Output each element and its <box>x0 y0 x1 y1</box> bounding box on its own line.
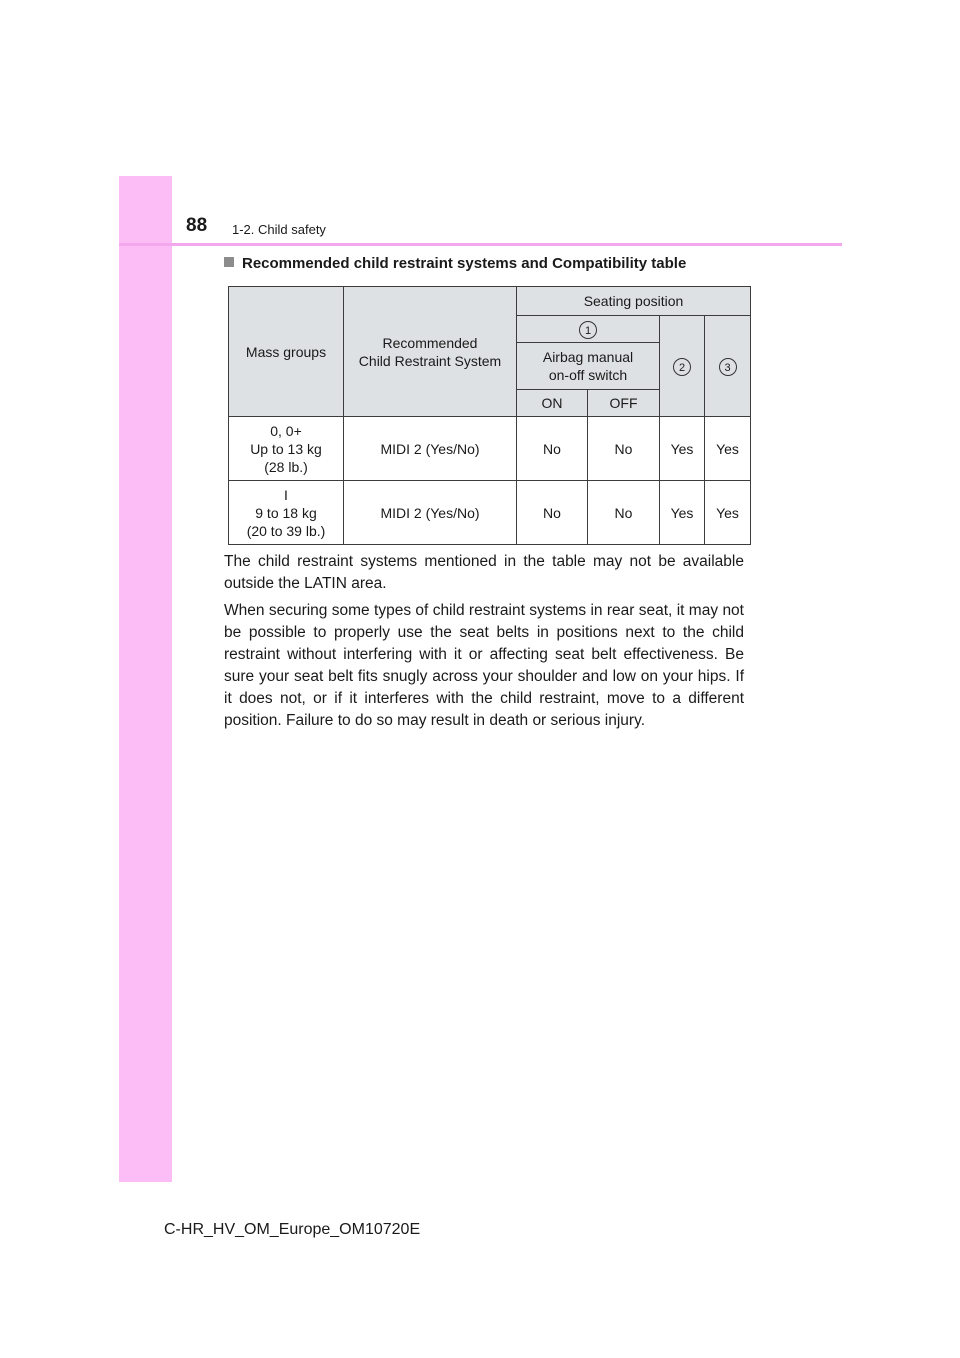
header-position-1 <box>517 316 660 343</box>
compatibility-table <box>228 286 751 545</box>
cell-off: No <box>588 481 660 545</box>
cell-position-3: Yes <box>705 417 751 481</box>
document-code: C-HR_HV_OM_Europe_OM10720E <box>164 1221 421 1238</box>
header-recommended-system: Recommended Child Restraint System <box>344 287 517 417</box>
position-1-circle-icon: 1 <box>579 321 597 339</box>
cell-off: No <box>588 417 660 481</box>
cell-mass: I 9 to 18 kg (20 to 39 lb.) <box>229 481 344 545</box>
header-off: OFF <box>588 390 660 417</box>
square-bullet-icon <box>224 257 234 267</box>
header-on: ON <box>517 390 588 417</box>
cell-on: No <box>517 481 588 545</box>
position-3-circle-icon: 3 <box>719 358 737 376</box>
header-position-3 <box>705 316 751 417</box>
table-row <box>229 417 751 481</box>
cell-system: MIDI 2 (Yes/No) <box>344 481 517 545</box>
header-seating-position: Seating position <box>517 287 751 316</box>
header-rule <box>119 243 842 246</box>
cell-mass: 0, 0+ Up to 13 kg (28 lb.) <box>229 417 344 481</box>
header-mass-groups: Mass groups <box>229 287 344 417</box>
paragraph-seat-belt-warning: When securing some types of child restraint systems in rear seat, it may not be possible to properly use the seat belts in positions next to the child restraint without interfering with it or affecting seat belt effectiveness. Be sure your seat belt fits snugly across your shoulder and low on your hips. If it does not, or if it interferes with the child restraint, move to a different position. Failure to do so may result in death or serious injury. <box>224 602 744 729</box>
position-2-circle-icon: 2 <box>673 358 691 376</box>
cell-system: MIDI 2 (Yes/No) <box>344 417 517 481</box>
heading-text: Recommended child restraint systems and Compatibility table <box>242 255 687 272</box>
paragraph-availability: The child restraint systems mentioned in the table may not be available outside the LATIN area. <box>224 553 744 592</box>
page-number: 88 <box>186 215 208 236</box>
side-tab-band <box>119 176 172 1182</box>
cell-on: No <box>517 417 588 481</box>
cell-position-3: Yes <box>705 481 751 545</box>
cell-position-2: Yes <box>660 481 705 545</box>
header-airbag-switch: Airbag manual on-off switch <box>517 343 660 390</box>
section-heading <box>224 255 686 272</box>
table-row <box>229 481 751 545</box>
cell-position-2: Yes <box>660 417 705 481</box>
section-title: 1-2. Child safety <box>232 222 326 237</box>
header-position-2 <box>660 316 705 417</box>
